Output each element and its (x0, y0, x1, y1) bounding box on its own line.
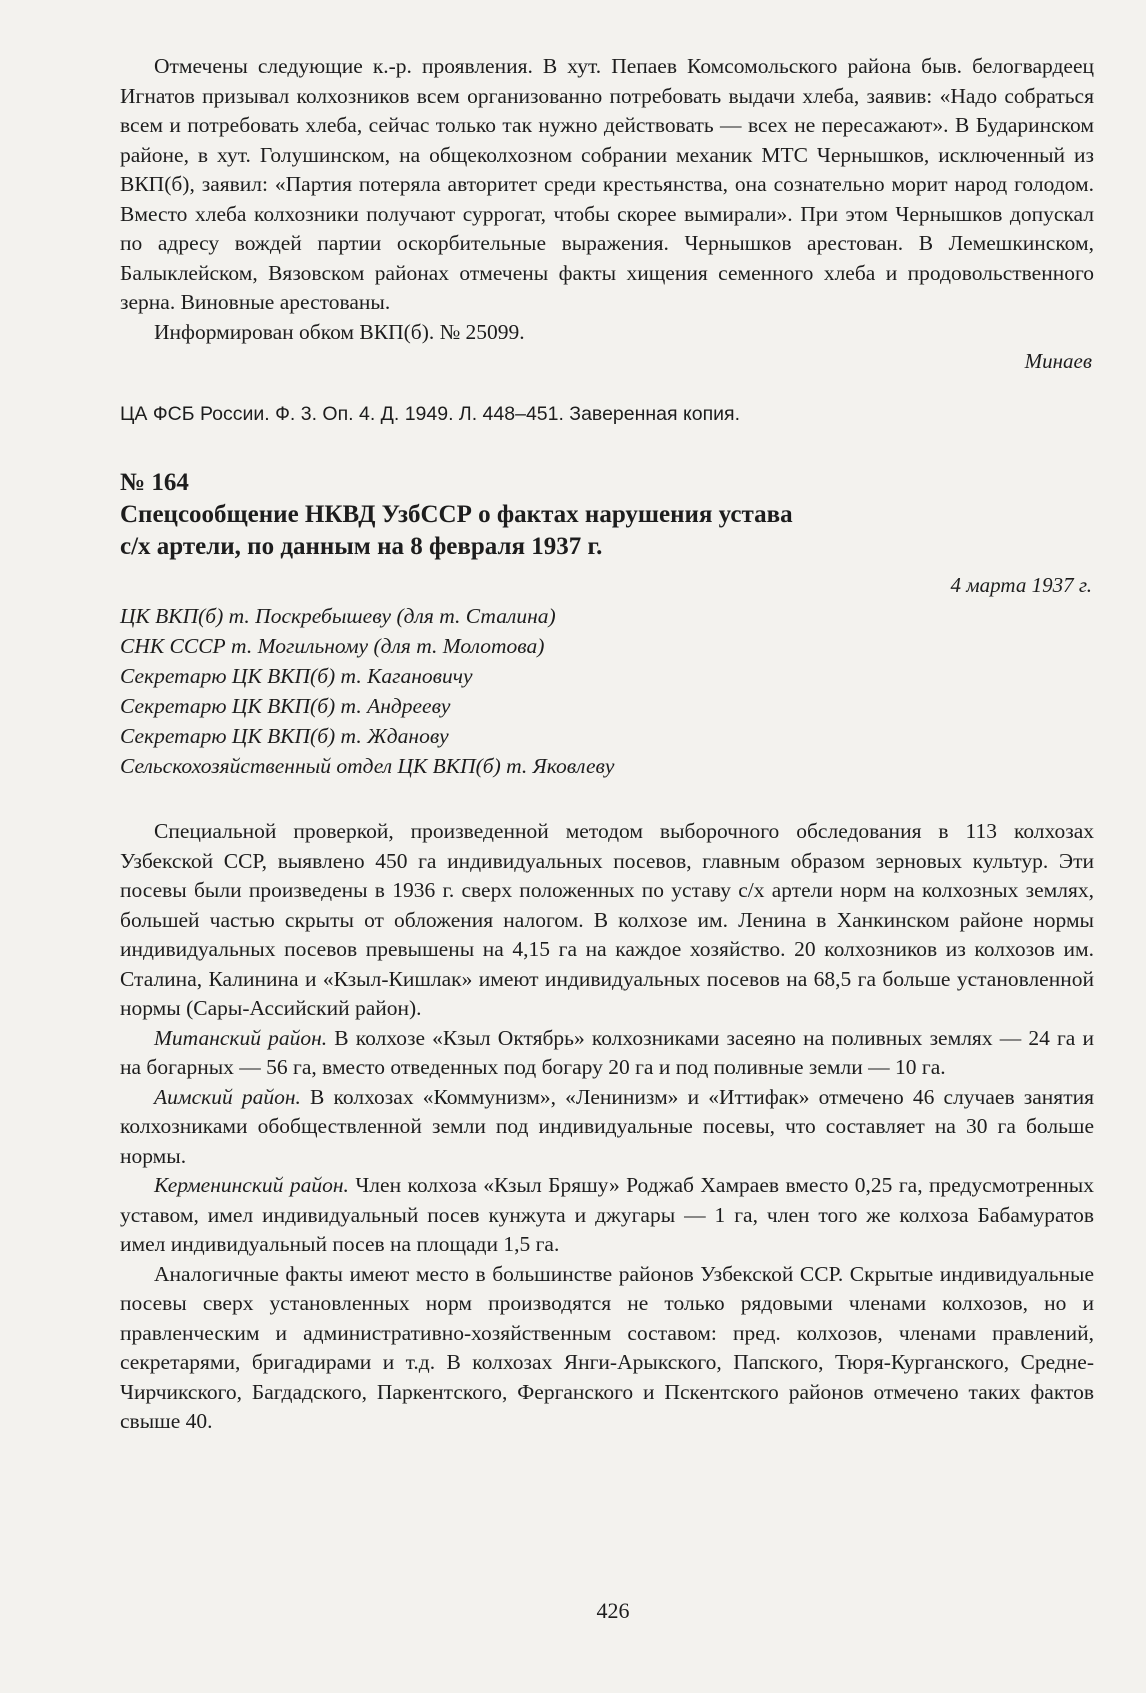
page-number: 426 (596, 1598, 630, 1623)
addressee: Секретарю ЦК ВКП(б) т. Жданову (120, 724, 449, 748)
addressee: Секретарю ЦК ВКП(б) т. Кагановичу (120, 664, 473, 688)
addressee: Сельскохозяйственный отдел ЦК ВКП(б) т. Яковлеву (120, 754, 615, 778)
document-body (120, 817, 1094, 1437)
district-paragraph (120, 1083, 1094, 1172)
body-paragraph: Аналогичные факты имеют место в большинстве районов Узбекской ССР. Скрытые индивидуальные посевы сверх установленных норм производятся не только рядовыми членами колхозов, но и правленческим и административно-хозяйственным составом: пред. колхозов, членами правлений, секретарями, бригадирами и т.д. В колхозах Янги-Арыкского, Папского, Тюря-Курганского, Средне-Чирчикского, Багдадского, Паркентского, Ферганского и Пскентского районов отмечено таких фактов свыше 40. (120, 1261, 1094, 1433)
district-paragraph (120, 1171, 1094, 1260)
district-name: Керменинский район. (154, 1173, 349, 1197)
district-text: Член колхоза «Кзыл Бряшу» Роджаб Хамраев вместо 0,25 га, предусмотренных уставом, имел индивидуальный посев кунжута и джугары — 1 га, член того же колхоза Бабамуратов имел индивидуальный посев на площади 1,5 га. (120, 1173, 1094, 1256)
document-date: 4 марта 1937 г. (950, 573, 1092, 597)
addressee: ЦК ВКП(б) т. Поскребышеву (для т. Сталина) (120, 604, 556, 628)
district-name: Аимский район. (154, 1084, 301, 1109)
addressee: Секретарю ЦК ВКП(б) т. Андрееву (120, 694, 451, 718)
informed-paragraph: Информирован обком ВКП(б). № 25099. (154, 319, 525, 344)
document-title-line-2: с/х артели, по данным на 8 февраля 1937 г. (120, 533, 603, 560)
district-paragraph (120, 1024, 1094, 1083)
body-paragraph: Специальной проверкой, произведенной методом выборочного обследования в 113 колхозах Узбекской ССР, выявлено 450 га индивидуальных посевов, главным образом зерновых культур. Эти посевы были произведены в 1936 г. сверх положенных по уставу с/х артели норм на колхозных землях, большей частью скрыты от обложения налогом. В колхозе им. Ленина в Ханкинском районе нормы индивидуальных посевов превышены на 4,15 га на каждое хозяйство. 20 колхозников из колхозов им. Сталина, Калинина и «Кзыл-Кишлак» имеют индивидуальных посевов на 68,5 га больше установленной нормы (Сары-Ассийский район). (120, 819, 1094, 1020)
document-title-line-1: Спецсообщение НКВД УзбССР о фактах нарушения устава (120, 501, 793, 528)
addressee-list (120, 601, 1094, 781)
intro-paragraph: Отмечены следующие к.-р. проявления. В хут. Пепаев Комсомольского района быв. белогвардеец Игнатов призывал колхозников всем организованно потребовать выдачи хлеба, заявив: «Надо собраться всем и потребовать хлеба, сейчас только так нужно действовать — всех не пересажают». В Бударинском районе, в хут. Голушинском, на общеколхозном собрании механик МТС Чернышков, исключенный из ВКП(б), заявил: «Партия потеряла авторитет среди крестьянства, она сознательно морит народ голодом. Вместо хлеба колхозники получают суррогат, чтобы скорее вымирали». При этом Чернышков допускал по адресу вождей партии оскорбительные выражения. Чернышков арестован. В Лемешкинском, Балыклейском, Вязовском районах отмечены факты хищения семенного хлеба и продовольственного зерна. Виновные арестованы. (120, 54, 1094, 314)
archive-source: ЦА ФСБ России. Ф. 3. Оп. 4. Д. 1949. Л. 448–451. Заверенная копия. (120, 403, 740, 425)
district-text: В колхозе «Кзыл Октябрь» колхозниками засеяно на поливных землях — 24 га и на богарных — 56 га, вместо отведенных под богару 20 га и под поливные земли — 10 га. (120, 1025, 1094, 1079)
document-number: № 164 (120, 469, 189, 496)
signature: Минаев (1024, 349, 1092, 373)
district-name: Митанский район. (154, 1025, 328, 1050)
district-text: В колхозах «Коммунизм», «Ленинизм» и «Иттифак» отмечено 46 случаев занятия колхозниками обобществленной земли под индивидуальные посевы, что составляет на 30 га больше нормы. (120, 1084, 1094, 1168)
addressee: СНК СССР т. Могильному (для т. Молотова) (120, 634, 545, 658)
